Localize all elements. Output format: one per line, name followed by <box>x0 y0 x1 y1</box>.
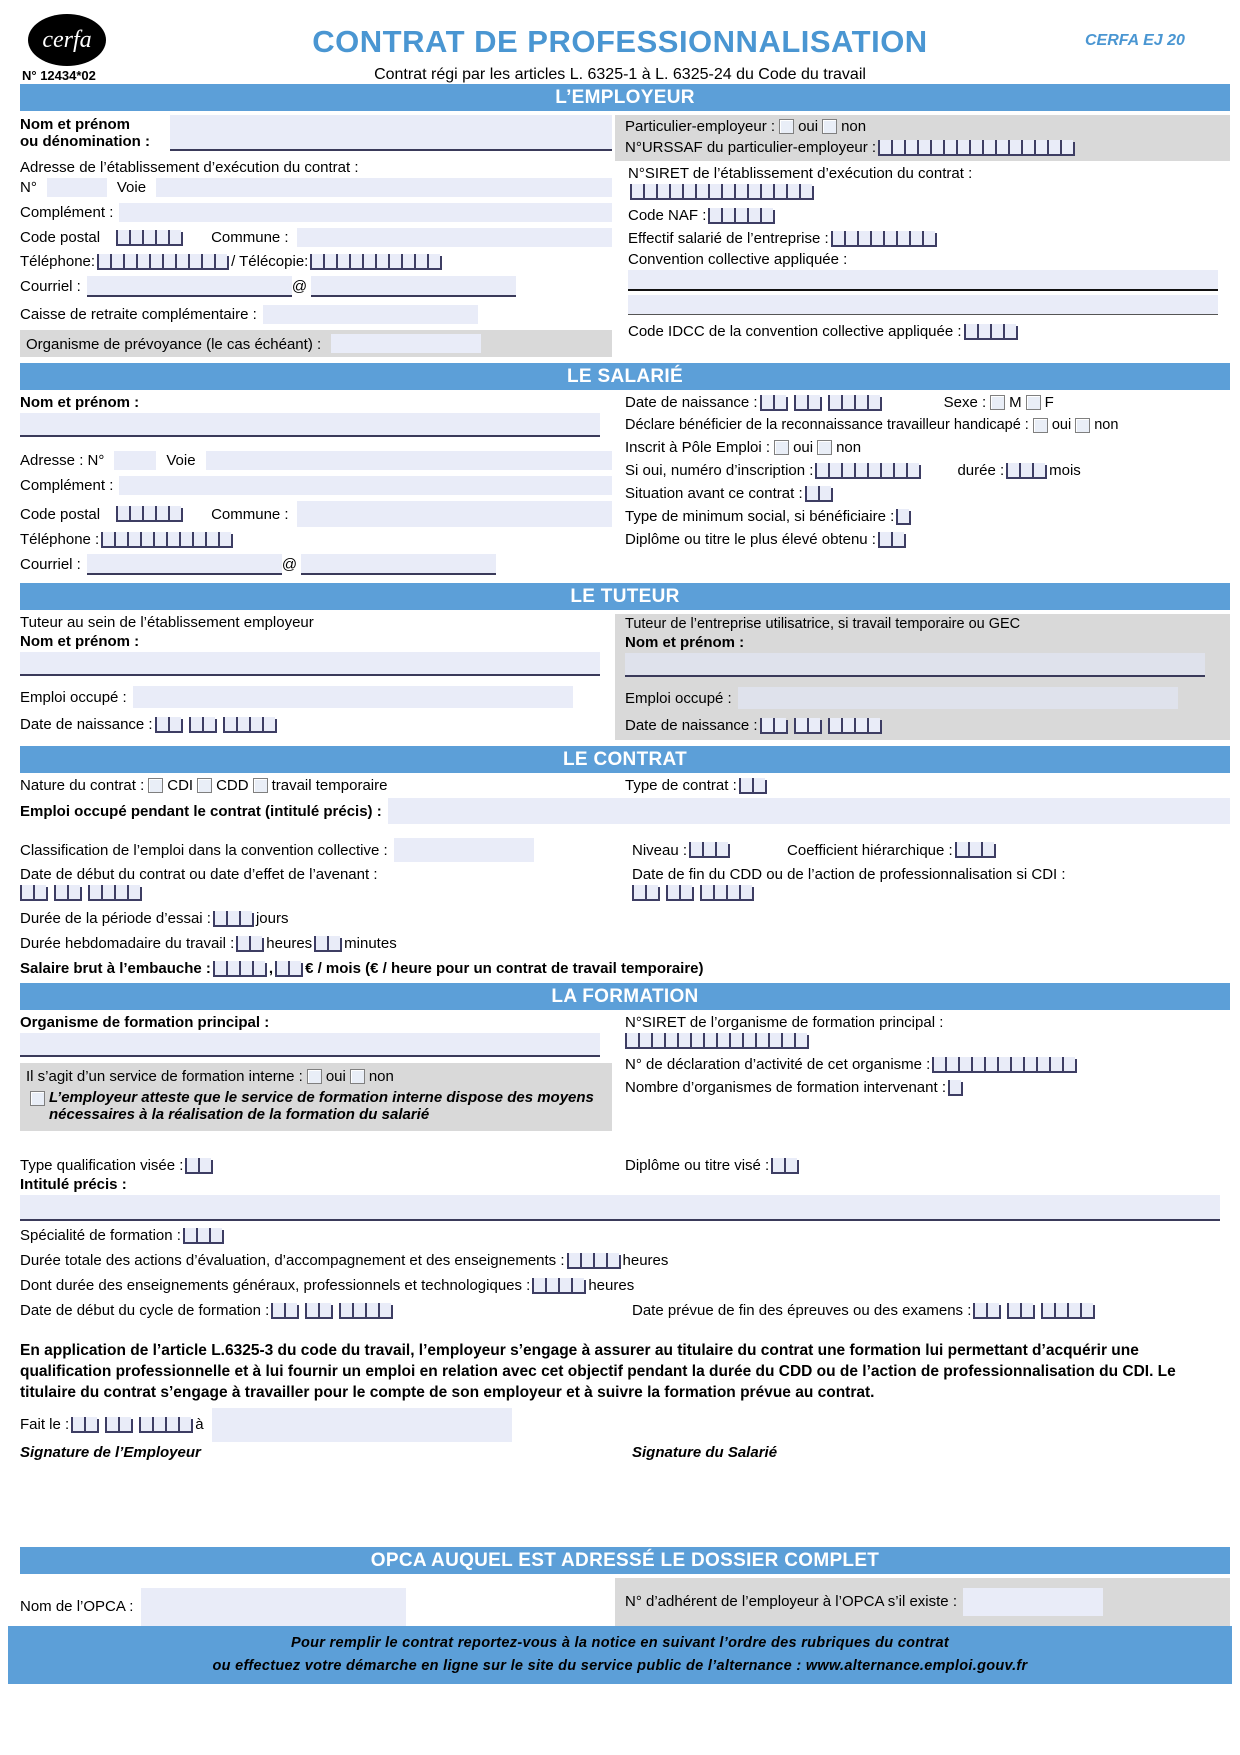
formation-siret-label: N°SIRET de l’organisme de formation principal : <box>625 1014 944 1031</box>
interne-oui-checkbox[interactable] <box>307 1069 322 1084</box>
minutes-label: minutes <box>344 935 397 952</box>
duree-totale-label: Durée totale des actions d’évaluation, d’accompagnement et des enseignements : <box>20 1252 565 1269</box>
nombre-organismes-comb[interactable] <box>948 1080 963 1096</box>
declaration-activite-comb[interactable] <box>932 1057 1077 1073</box>
emploi-occupe-contrat-label: Emploi occupé pendant le contrat (intitulé précis) : <box>20 802 382 820</box>
convention-field-1[interactable] <box>628 270 1218 291</box>
employeur-prevoyance-box <box>20 330 612 357</box>
minimum-social-label: Type de minimum social, si bénéficiaire : <box>625 508 895 525</box>
salarie-ddn-comb[interactable] <box>760 395 882 411</box>
cerfa-logo <box>28 14 106 66</box>
tuteur-left-ddn-comb[interactable] <box>155 717 277 733</box>
type-contrat-row <box>612 777 1230 794</box>
salarie-commune-field[interactable] <box>297 501 612 527</box>
date-fin-cdd-comb[interactable] <box>632 885 754 901</box>
employeur-cp-comb[interactable] <box>116 230 183 246</box>
idcc-label: Code IDCC de la convention collective appliquée : <box>628 323 962 340</box>
employeur-tel-label: Téléphone: <box>20 253 96 270</box>
inscription-comb[interactable] <box>815 463 921 479</box>
periode-essai-label: Durée de la période d’essai : <box>20 910 211 927</box>
tuteur-right-emploi-label: Emploi occupé : <box>625 689 732 707</box>
employeur-siret-label: N°SIRET de l’établissement d’exécution du contrat : <box>628 165 973 182</box>
salarie-courriel-field-2[interactable] <box>301 554 496 575</box>
tuteur-left-nom-field[interactable] <box>20 652 600 676</box>
convention-label: Convention collective appliquée : <box>628 251 848 268</box>
atteste-text: L’employeur atteste que le service de formation interne dispose des moyens nécessaires à la réalisation de la formation du salarié <box>49 1089 594 1123</box>
nature-contrat-row <box>20 777 612 794</box>
employeur-caisse-field[interactable] <box>263 305 478 324</box>
section-title-tuteur: LE TUTEUR <box>20 583 1230 610</box>
signature-employeur-label: Signature de l’Employeur <box>20 1443 201 1461</box>
duree-totale-heures-label: heures <box>622 1252 669 1269</box>
pole-emploi-label: Inscrit à Pôle Emploi : <box>625 439 771 456</box>
fait-a-label: à <box>195 1416 204 1434</box>
form-title: CONTRAT DE PROFESSIONNALISATION <box>312 24 928 59</box>
employeur-left-col <box>20 115 612 357</box>
particulier-non-label: non <box>841 118 867 135</box>
formation-left-col <box>20 1014 612 1131</box>
dont-duree-comb[interactable] <box>532 1278 586 1294</box>
duree-totale-comb[interactable] <box>567 1253 621 1269</box>
cerfa-logo-text: cerfa <box>42 26 92 53</box>
ddn-label: Date de naissance : <box>625 394 758 411</box>
nature-cdi-checkbox[interactable] <box>148 778 163 793</box>
salarie-voie-label: Voie <box>166 452 196 469</box>
tuteur-left-ddn-label: Date de naissance : <box>20 716 153 733</box>
mois-label: mois <box>1049 462 1081 479</box>
signature-salarie-label: Signature du Salarié <box>632 1443 778 1461</box>
tuteur-left-emploi-label: Emploi occupé : <box>20 688 127 706</box>
date-debut-contrat-comb[interactable] <box>20 885 142 901</box>
footer-notice <box>8 1626 1232 1684</box>
nombre-organismes-label: Nombre d’organismes de formation intervenant : <box>625 1079 946 1096</box>
formation-right-col <box>612 1014 1230 1131</box>
employeur-commune-label: Commune : <box>211 229 289 246</box>
pole-non-label: non <box>836 439 862 456</box>
date-debut-cycle-label: Date de début du cycle de formation : <box>20 1302 270 1319</box>
employeur-fax-comb[interactable] <box>310 254 442 270</box>
type-contrat-label: Type de contrat : <box>625 777 737 794</box>
diplome-vise-comb[interactable] <box>771 1158 799 1174</box>
employeur-nom-label-1: Nom et prénom <box>20 116 131 133</box>
salarie-commune-label: Commune : <box>211 505 289 523</box>
idcc-comb[interactable] <box>964 324 1018 340</box>
sexe-label: Sexe : <box>943 394 987 411</box>
footer-line-2: ou effectuez votre démarche en ligne sur le site du service public de l’alternance : www.alternance.emploi.gouv.fr <box>212 1657 1028 1674</box>
nature-tt-checkbox[interactable] <box>253 778 268 793</box>
niveau-label: Niveau : <box>632 841 688 859</box>
diplome-obtenu-label: Diplôme ou titre le plus élevé obtenu : <box>625 531 876 548</box>
niveau-comb[interactable] <box>689 842 730 858</box>
date-fin-cdd-label: Date de fin du CDD ou de l’action de professionnalisation si CDI : <box>632 866 1066 883</box>
salarie-right-col <box>612 394 1230 575</box>
interne-oui-label: oui <box>325 1068 346 1085</box>
employeur-complement-field[interactable] <box>119 203 612 222</box>
naf-label: Code NAF : <box>628 207 707 224</box>
section-title-contrat: LE CONTRAT <box>20 746 1230 773</box>
coefficient-comb[interactable] <box>955 842 996 858</box>
formation-interne-label: Il s’agit d’un service de formation interne : <box>26 1068 303 1085</box>
nature-contrat-label: Nature du contrat : <box>20 777 145 794</box>
nom-opca-field[interactable] <box>141 1588 406 1626</box>
salarie-no-field[interactable] <box>114 451 156 470</box>
periode-essai-comb[interactable] <box>213 911 254 927</box>
employeur-caisse-label: Caisse de retraite complémentaire : <box>20 306 257 323</box>
employeur-voie-label: Voie <box>116 179 147 196</box>
employeur-commune-field[interactable] <box>297 228 612 247</box>
salarie-courriel-field-1[interactable] <box>87 554 282 575</box>
section-title-employeur: L’EMPLOYEUR <box>20 84 1230 111</box>
duree-label: durée : <box>957 462 1005 479</box>
nature-cdd-checkbox[interactable] <box>197 778 212 793</box>
naf-comb[interactable] <box>708 208 775 224</box>
coefficient-label: Coefficient hiérarchique : <box>787 841 953 859</box>
tuteur-left-nom-label: Nom et prénom : <box>20 633 140 650</box>
salaire-suffix: € / mois (€ / heure pour un contrat de travail temporaire) <box>305 960 704 977</box>
salarie-left-col <box>20 394 612 575</box>
tuteur-right-nom-label: Nom et prénom : <box>625 634 745 651</box>
cerfa-number: N° 12434*02 <box>22 68 96 83</box>
salarie-tel-comb[interactable] <box>101 532 233 548</box>
organisme-formation-field[interactable] <box>20 1033 600 1057</box>
section-title-salarie: LE SALARIÉ <box>20 363 1230 390</box>
employeur-nom-label-2: ou dénomination : <box>20 133 150 150</box>
fait-le-label: Fait le : <box>20 1416 70 1434</box>
situation-label: Situation avant ce contrat : <box>625 485 803 502</box>
pole-oui-checkbox[interactable] <box>774 440 789 455</box>
intitule-precis-field[interactable] <box>20 1195 1220 1221</box>
employeur-at-sign: @ <box>291 278 308 295</box>
situation-comb[interactable] <box>805 486 833 502</box>
employeur-no-label: N° <box>20 179 37 196</box>
pole-oui-label: oui <box>793 439 814 456</box>
classification-label: Classification de l’emploi dans la convention collective : <box>20 841 388 859</box>
handicap-non-label: non <box>1094 417 1119 433</box>
employeur-prevoyance-field[interactable] <box>331 334 481 353</box>
salarie-at-sign: @ <box>281 556 298 573</box>
salarie-adresse-label: Adresse : N° <box>20 452 105 469</box>
interne-non-checkbox[interactable] <box>350 1069 365 1084</box>
type-qualification-comb[interactable] <box>185 1158 213 1174</box>
duree-hebdo-minutes-comb[interactable] <box>314 936 342 952</box>
duree-hebdo-heures-comb[interactable] <box>236 936 264 952</box>
sexe-f-checkbox[interactable] <box>1026 395 1041 410</box>
opca-adherent-field[interactable] <box>963 1588 1103 1616</box>
opca-adherent-label: N° d’adhérent de l’employeur à l’OPCA s’il existe : <box>625 1593 957 1611</box>
particulier-employeur-box <box>615 115 1230 161</box>
salarie-voie-field[interactable] <box>206 451 612 470</box>
nature-tt-label: travail temporaire <box>271 777 388 794</box>
interne-non-label: non <box>368 1068 394 1085</box>
employeur-complement-label: Complément : <box>20 204 114 221</box>
urssaf-label: N°URSSAF du particulier-employeur : <box>625 139 877 156</box>
inscription-label: Si oui, numéro d’inscription : <box>625 462 814 479</box>
handicap-oui-checkbox[interactable] <box>1033 418 1048 433</box>
employeur-courriel-label: Courriel : <box>20 278 81 295</box>
salarie-complement-field[interactable] <box>119 476 612 495</box>
dont-duree-label: Dont durée des enseignements généraux, professionnels et technologiques : <box>20 1277 531 1294</box>
sexe-f-label: F <box>1044 394 1054 411</box>
salarie-cp-comb[interactable] <box>116 506 183 522</box>
sexe-m-checkbox[interactable] <box>990 395 1005 410</box>
duree-hebdo-label: Durée hebdomadaire du travail : <box>20 935 235 952</box>
employeur-prevoyance-label: Organisme de prévoyance (le cas échéant) : <box>26 336 322 353</box>
tuteur-right-nom-field[interactable] <box>625 653 1205 677</box>
section-title-opca: OPCA AUQUEL EST ADRESSÉ LE DOSSIER COMPLET <box>20 1547 1230 1574</box>
tuteur-right-heading: Tuteur de l’entreprise utilisatrice, si travail temporaire ou GEC <box>625 616 1021 632</box>
salarie-tel-label: Téléphone : <box>20 531 100 548</box>
convention-field-2[interactable] <box>628 295 1218 315</box>
effectif-label: Effectif salarié de l’entreprise : <box>628 230 829 247</box>
salarie-nom-field[interactable] <box>20 413 600 437</box>
particulier-oui-checkbox[interactable] <box>779 119 794 134</box>
tuteur-left-col <box>20 614 612 740</box>
handicap-non-checkbox[interactable] <box>1075 418 1090 433</box>
heures-label: heures <box>266 935 313 952</box>
salarie-nom-label: Nom et prénom : <box>20 394 140 411</box>
employeur-courriel-field-2[interactable] <box>311 276 516 297</box>
jours-label: jours <box>255 910 289 927</box>
handicap-label: Déclare bénéficier de la reconnaissance travailleur handicapé : <box>625 417 1029 433</box>
date-debut-cycle-comb[interactable] <box>271 1303 393 1319</box>
diplome-obtenu-comb[interactable] <box>878 532 906 548</box>
dont-duree-heures-label: heures <box>588 1277 635 1294</box>
section-title-formation: LA FORMATION <box>20 983 1230 1010</box>
particulier-employeur-label: Particulier-employeur : <box>625 118 776 135</box>
footer-line-1: Pour remplir le contrat reportez-vous à la notice en suivant l’ordre des rubriques du contrat <box>291 1634 949 1651</box>
salarie-complement-label: Complément : <box>20 477 114 494</box>
type-contrat-comb[interactable] <box>739 778 767 794</box>
employeur-courriel-field-1[interactable] <box>87 276 292 297</box>
employeur-no-field[interactable] <box>47 178 107 197</box>
atteste-checkbox[interactable] <box>30 1091 45 1106</box>
form-header <box>20 10 1230 84</box>
type-qualification-label: Type qualification visée : <box>20 1157 184 1174</box>
effectif-comb[interactable] <box>831 231 937 247</box>
pole-non-checkbox[interactable] <box>817 440 832 455</box>
tuteur-left-heading: Tuteur au sein de l’établissement employeur <box>20 614 314 631</box>
fait-le-date-comb[interactable] <box>71 1417 193 1433</box>
intitule-precis-label: Intitulé précis : <box>20 1176 127 1193</box>
particulier-oui-label: oui <box>798 118 819 135</box>
tuteur-right-ddn-comb[interactable] <box>760 718 882 734</box>
organisme-formation-label: Organisme de formation principal : <box>20 1014 270 1031</box>
employeur-right-col <box>612 115 1230 357</box>
urssaf-comb[interactable] <box>878 140 1075 156</box>
formation-interne-box <box>20 1063 612 1131</box>
employeur-siret-comb[interactable] <box>630 184 814 200</box>
salarie-courriel-label: Courriel : <box>20 556 81 573</box>
engagement-paragraph: En application de l’article L.6325-3 du code du travail, l’employeur s’engage à assurer au titulaire du contrat une formation lui permettant d’acquérir une qualification professionnelle et à lui fournir un emploi en relation avec cet objectif pendant la durée du CDD ou de l’action de professionnalisation du CDI. Le titulaire du contrat s’engage à travailler pour le compte de son employeur et à suivre la formation prévue au contrat. <box>20 1342 1176 1401</box>
diplome-vise-label: Diplôme ou titre visé : <box>625 1157 770 1174</box>
employeur-cp-label: Code postal <box>20 229 101 246</box>
formation-siret-comb[interactable] <box>625 1033 809 1049</box>
salaire-centimes-comb[interactable] <box>275 961 303 977</box>
employeur-voie-field[interactable] <box>156 178 612 197</box>
employeur-nom-field[interactable] <box>170 115 612 151</box>
cerfa-ref: CERFA EJ 20 <box>1085 32 1185 49</box>
tuteur-right-emploi-field[interactable] <box>738 687 1178 709</box>
classification-field[interactable] <box>394 838 534 862</box>
date-debut-contrat-label: Date de début du contrat ou date d’effet de l’avenant : <box>20 866 378 883</box>
salaire-entier-comb[interactable] <box>213 961 267 977</box>
salarie-cp-label: Code postal <box>20 505 101 523</box>
duree-comb[interactable] <box>1006 463 1047 479</box>
fait-a-field[interactable] <box>212 1408 512 1442</box>
date-fin-epreuves-label: Date prévue de fin des épreuves ou des examens : <box>632 1302 972 1319</box>
opca-adherent-box <box>615 1578 1230 1626</box>
employeur-adresse-heading: Adresse de l’établissement d’exécution du contrat : <box>20 159 359 176</box>
particulier-non-checkbox[interactable] <box>822 119 837 134</box>
specialite-comb[interactable] <box>183 1228 224 1244</box>
declaration-activite-label: N° de déclaration d’activité de cet organisme : <box>625 1056 931 1073</box>
specialite-label: Spécialité de formation : <box>20 1227 181 1244</box>
nature-cdd-label: CDD <box>216 777 249 794</box>
nature-cdi-label: CDI <box>167 777 194 794</box>
tuteur-left-emploi-field[interactable] <box>133 686 573 708</box>
sexe-m-label: M <box>1009 394 1022 411</box>
handicap-oui-label: oui <box>1051 417 1072 433</box>
salaire-virgule: , <box>268 960 274 977</box>
minimum-social-comb[interactable] <box>896 509 911 525</box>
nom-opca-label: Nom de l’OPCA : <box>20 1598 134 1616</box>
salaire-label: Salaire brut à l’embauche : <box>20 960 211 977</box>
employeur-tel-comb[interactable] <box>97 254 229 270</box>
tuteur-right-col <box>615 614 1230 740</box>
form-subtitle: Contrat régi par les articles L. 6325-1 à L. 6325-24 du Code du travail <box>374 66 866 83</box>
date-fin-epreuves-comb[interactable] <box>973 1303 1095 1319</box>
emploi-occupe-contrat-field[interactable] <box>388 798 1230 824</box>
tuteur-right-ddn-label: Date de naissance : <box>625 717 758 734</box>
employeur-fax-label: / Télécopie: <box>231 253 309 270</box>
